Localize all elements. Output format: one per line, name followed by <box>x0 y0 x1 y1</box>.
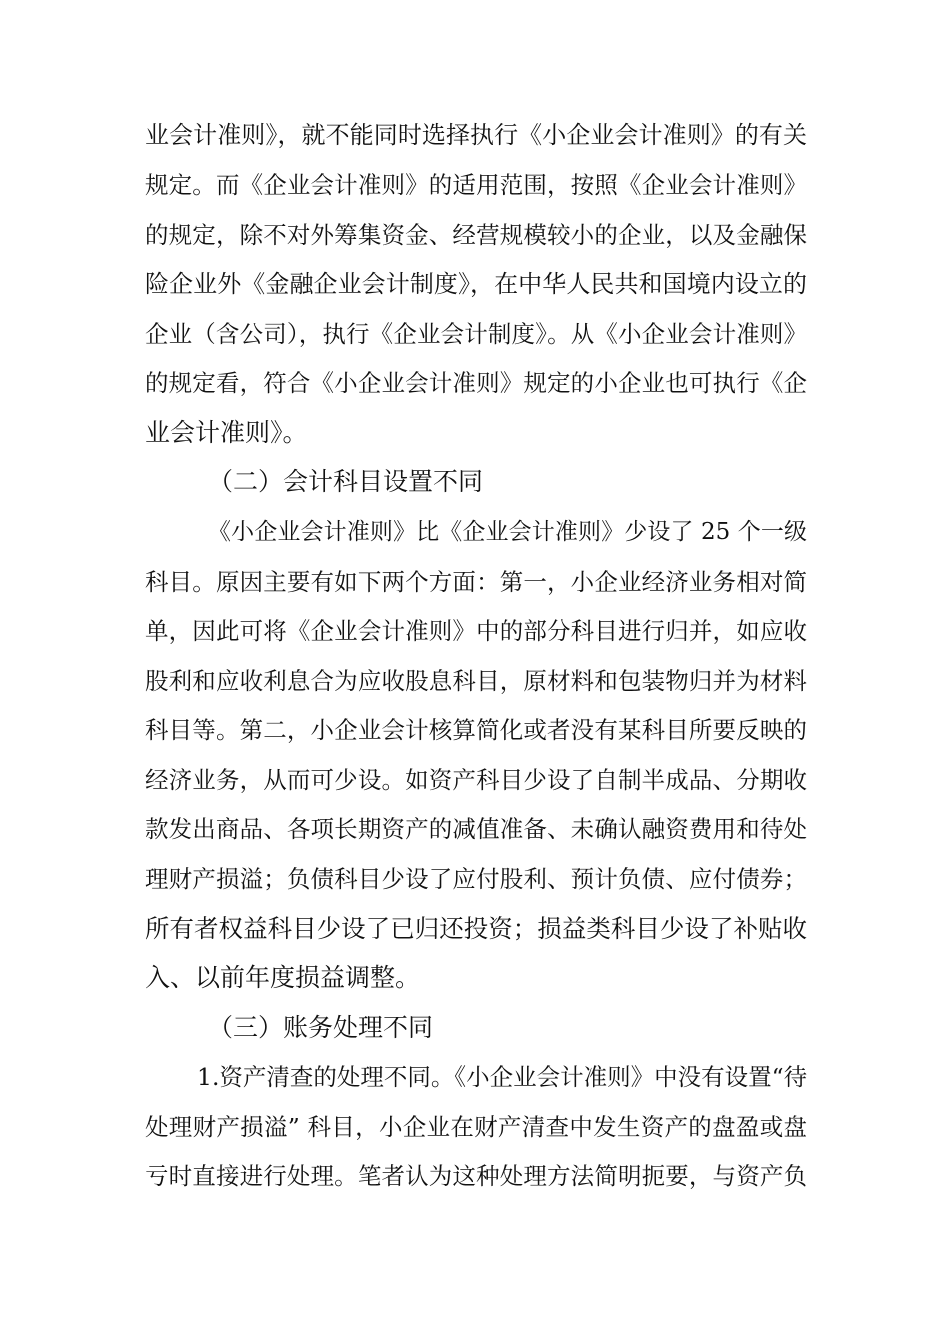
text-line: 款发出商品、各项长期资产的减值准备、未确认融资费用和待处 <box>145 815 807 843</box>
text-line: 处理财产损溢” 科目，小企业在财产清查中发生资产的盘盈或盘 <box>145 1113 807 1141</box>
text-line: 科目等。第二，小企业会计核算简化或者没有某科目所要反映的 <box>145 716 807 744</box>
section-heading: （二）会计科目设置不同 <box>208 467 484 496</box>
text-line: 入、以前年度损益调整。 <box>145 963 421 992</box>
text-line: 1.资产清查的处理不同。《小企业会计准则》中没有设置“待 <box>197 1063 808 1091</box>
text-line: 经济业务，从而可少设。如资产科目少设了自制半成品、分期收 <box>145 766 807 794</box>
text-line: 亏时直接进行处理。笔者认为这种处理方法简明扼要，与资产负 <box>145 1162 807 1190</box>
section-heading: （三）账务处理不同 <box>208 1013 434 1042</box>
text-line: 股利和应收利息合为应收股息科目，原材料和包装物归并为材料 <box>145 667 807 695</box>
text-line: 业会计准则》。 <box>145 418 308 447</box>
text-line: 单，因此可将《企业会计准则》中的部分科目进行归并，如应收 <box>145 617 807 645</box>
text-line: 规定。而《企业会计准则》的适用范围，按照《企业会计准则》 <box>145 171 807 199</box>
text-line: 的规定，除不对外筹集资金、经营规模较小的企业，以及金融保 <box>145 221 807 249</box>
text-line: 险企业外《金融企业会计制度》，在中华人民共和国境内设立的 <box>145 270 807 298</box>
text-line: 所有者权益科目少设了已归还投资；损益类科目少设了补贴收 <box>145 914 807 943</box>
text-line: 理财产损溢；负债科目少设了应付股利、预计负债、应付债券； <box>145 865 807 893</box>
text-line: 科目。原因主要有如下两个方面：第一，小企业经济业务相对简 <box>145 568 807 596</box>
text-line: 《小企业会计准则》比《企业会计准则》少设了 25 个一级 <box>208 519 807 545</box>
text-line: 业会计准则》，就不能同时选择执行《小企业会计准则》的有关 <box>145 121 807 149</box>
text-line: 的规定看，符合《小企业会计准则》规定的小企业也可执行《企 <box>145 369 807 397</box>
text-line: 企业（含公司），执行《企业会计制度》。从《小企业会计准则》 <box>145 320 807 348</box>
